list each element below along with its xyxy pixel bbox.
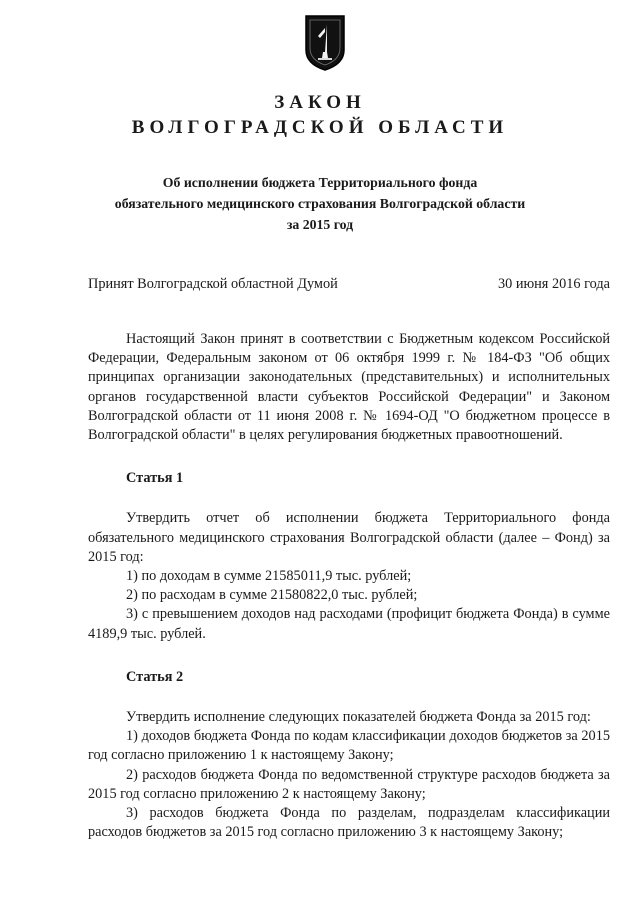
article-2-item: 3) расходов бюджета Фонда по разделам, подразделам классификации расходов бюджетов за 2015 год согласно приложению 3 к настоящему Закону; bbox=[88, 805, 610, 841]
article-1-item: 2) по расходам в сумме 21580822,0 тыс. рублей; bbox=[126, 587, 418, 604]
article-1-item: 1) по доходам в сумме 21585011,9 тыс. рублей; bbox=[126, 568, 412, 585]
adoption-date: 30 июня 2016 года bbox=[497, 276, 610, 292]
article-2-item: 2) расходов бюджета Фонда по ведомственной структуре расходов бюджета за 2015 год согласно приложению 2 к настоящему Закону; bbox=[88, 766, 610, 802]
region-title: ВОЛГОГРАДСКОЙ ОБЛАСТИ bbox=[131, 117, 509, 138]
article-1-item: 3) с превышением доходов над расходами (профицит бюджета Фонда) в сумме 4189,9 тыс. рублей. bbox=[88, 606, 610, 642]
subtitle-line: за 2015 год bbox=[286, 217, 354, 232]
article-1-heading: Статья 1 bbox=[126, 470, 184, 487]
adoption-line bbox=[88, 276, 610, 293]
law-subtitle bbox=[0, 172, 640, 235]
law-body bbox=[88, 330, 610, 842]
article-2-item: 1) доходов бюджета Фонда по кодам классификации доходов бюджетов за 2015 год согласно приложению 1 к настоящему Закону; bbox=[88, 728, 610, 764]
adopted-by: Принят Волгоградской областной Думой bbox=[88, 276, 338, 292]
preamble-paragraph: Настоящий Закон принят в соответствии с Бюджетным кодексом Российской Федерации, Федеральным законом от 06 октября 1999 г. № 184-ФЗ "Об общих принципах организации законодательных (представительных) и исполнительных органов государственной власти субъектов Российской Федерации" и Законом Волгоградской области от 11 июня 2008 г. № 1694-ОД "О бюджетном процессе в Волгоградской области" в целях регулирования бюджетных правоотношений. bbox=[88, 331, 610, 444]
coat-of-arms-emblem bbox=[303, 12, 347, 72]
subtitle-line: обязательного медицинского страхования Волгоградской области bbox=[114, 196, 526, 211]
article-2-intro: Утвердить исполнение следующих показателей бюджета Фонда за 2015 год: bbox=[126, 709, 591, 726]
article-2-heading: Статья 2 bbox=[126, 668, 184, 685]
article-1-intro: Утвердить отчет об исполнении бюджета Территориального фонда обязательного медицинского страхования Волгоградской области (далее – Фонд) за 2015 год: bbox=[88, 510, 610, 565]
subtitle-line: Об исполнении бюджета Территориального фонда bbox=[162, 175, 478, 190]
law-title: ЗАКОН bbox=[274, 92, 366, 113]
